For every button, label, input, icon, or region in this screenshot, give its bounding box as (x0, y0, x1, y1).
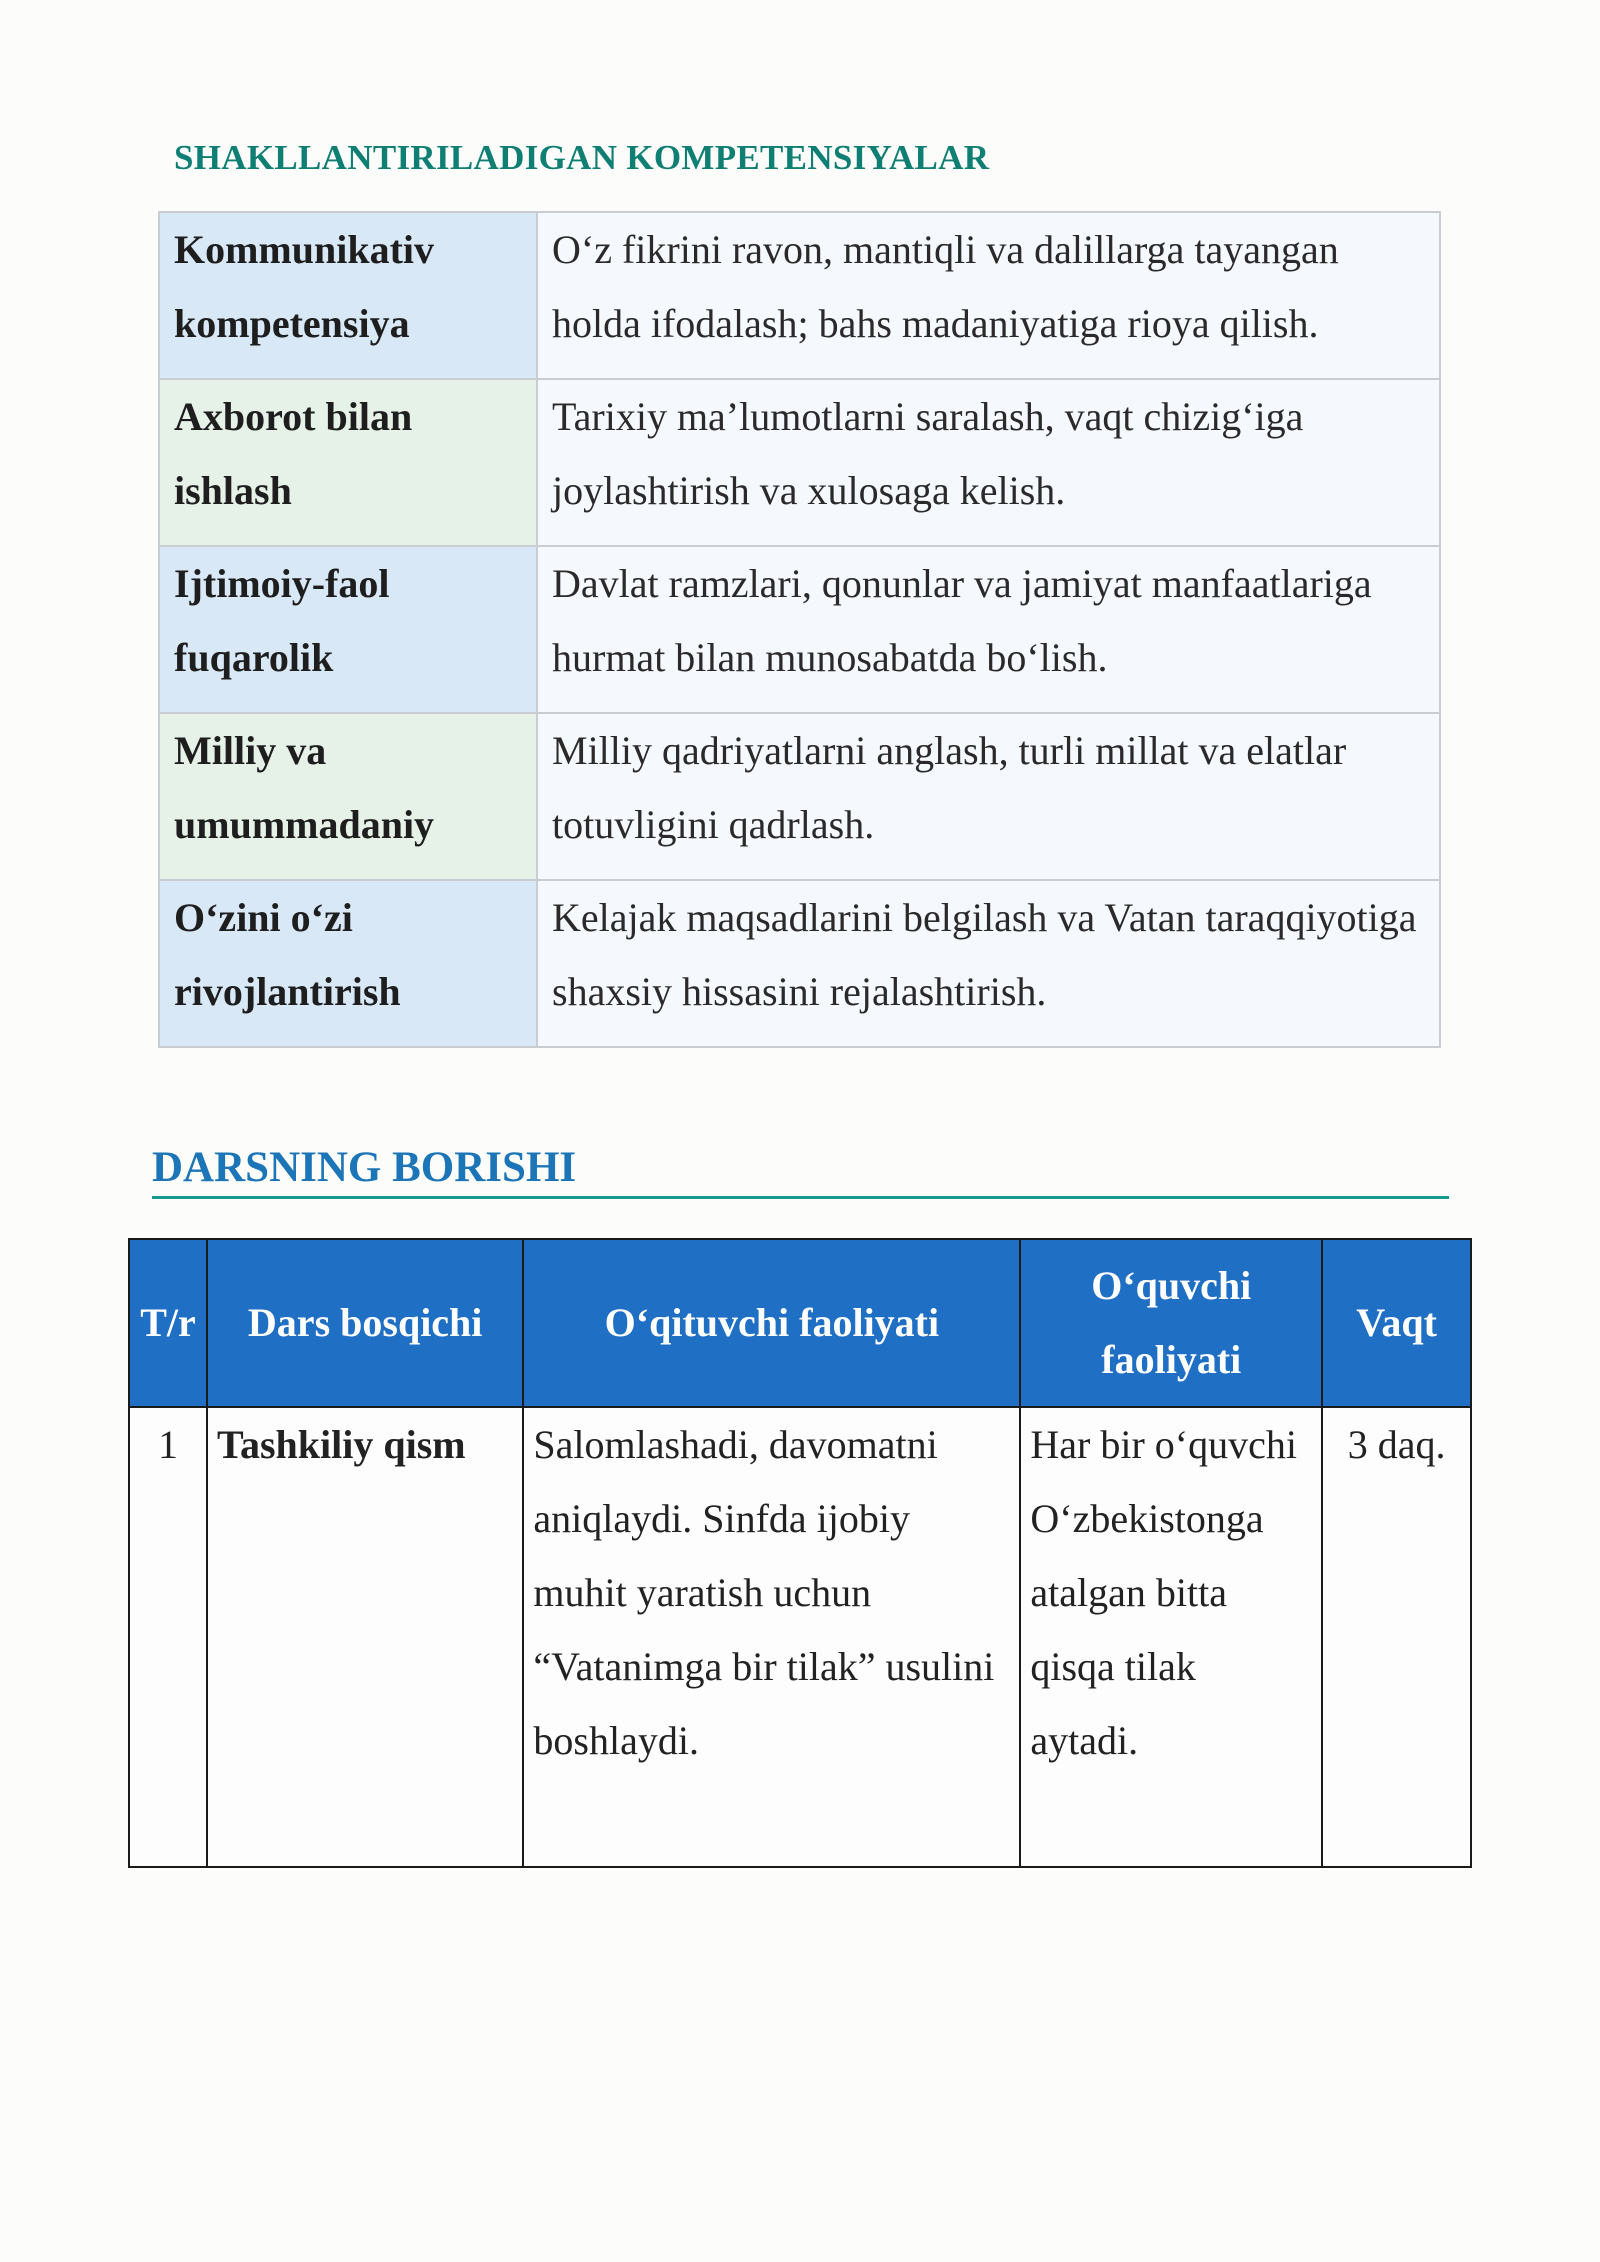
table-row (159, 212, 1440, 379)
column-header-student: O‘quvchi faoliyati (1020, 1239, 1322, 1407)
column-header-num: T/r (129, 1239, 207, 1407)
competency-name: Ijtimoiy-faol fuqarolik (159, 546, 537, 713)
heading-divider (152, 1196, 1449, 1199)
competency-description: Tarixiy ma’lumotlarni saralash, vaqt chizig‘iga joylashtirish va xulosaga kelish. (537, 379, 1440, 546)
competency-description: O‘z fikrini ravon, mantiqli va dalillarga tayangan holda ifodalash; bahs madaniyatiga rioya qilish. (537, 212, 1440, 379)
competency-name: O‘zini o‘zi rivojlantirish (159, 880, 537, 1047)
stage-duration: 3 daq. (1322, 1407, 1471, 1867)
table-row (159, 546, 1440, 713)
competency-name: Kommunikativ kompetensiya (159, 212, 537, 379)
competencies-table (158, 211, 1441, 1048)
column-header-stage: Dars bosqichi (207, 1239, 523, 1407)
table-row (159, 880, 1440, 1047)
column-header-time: Vaqt (1322, 1239, 1471, 1407)
table-row (129, 1407, 1471, 1867)
lesson-heading: DARSNING BORISHI (152, 1144, 577, 1191)
competencies-heading: SHAKLLANTIRILADIGAN KOMPETENSIYALAR (174, 138, 990, 177)
column-header-teacher: O‘qituvchi faoliyati (523, 1239, 1020, 1407)
competency-description: Davlat ramzlari, qonunlar va jamiyat manfaatlariga hurmat bilan munosabatda bo‘lish. (537, 546, 1440, 713)
competency-name: Milliy va umummadaniy (159, 713, 537, 880)
competency-description: Kelajak maqsadlarini belgilash va Vatan taraqqiyotiga shaxsiy hissasini rejalashtirish. (537, 880, 1440, 1047)
table-header-row (129, 1239, 1471, 1407)
table-row (159, 713, 1440, 880)
student-activity: Har bir o‘quvchi O‘zbekistonga atalgan bitta qisqa tilak aytadi. (1020, 1407, 1322, 1867)
lesson-stage: Tashkiliy qism (207, 1407, 523, 1867)
row-number: 1 (129, 1407, 207, 1867)
teacher-activity: Salomlashadi, davomatni aniqlaydi. Sinfda ijobiy muhit yaratish uchun “Vatanimga bir tilak” usulini boshlaydi. (523, 1407, 1020, 1867)
competency-description: Milliy qadriyatlarni anglash, turli millat va elatlar totuvligini qadrlash. (537, 713, 1440, 880)
competency-name: Axborot bilan ishlash (159, 379, 537, 546)
lesson-table (128, 1238, 1472, 1868)
table-row (159, 379, 1440, 546)
